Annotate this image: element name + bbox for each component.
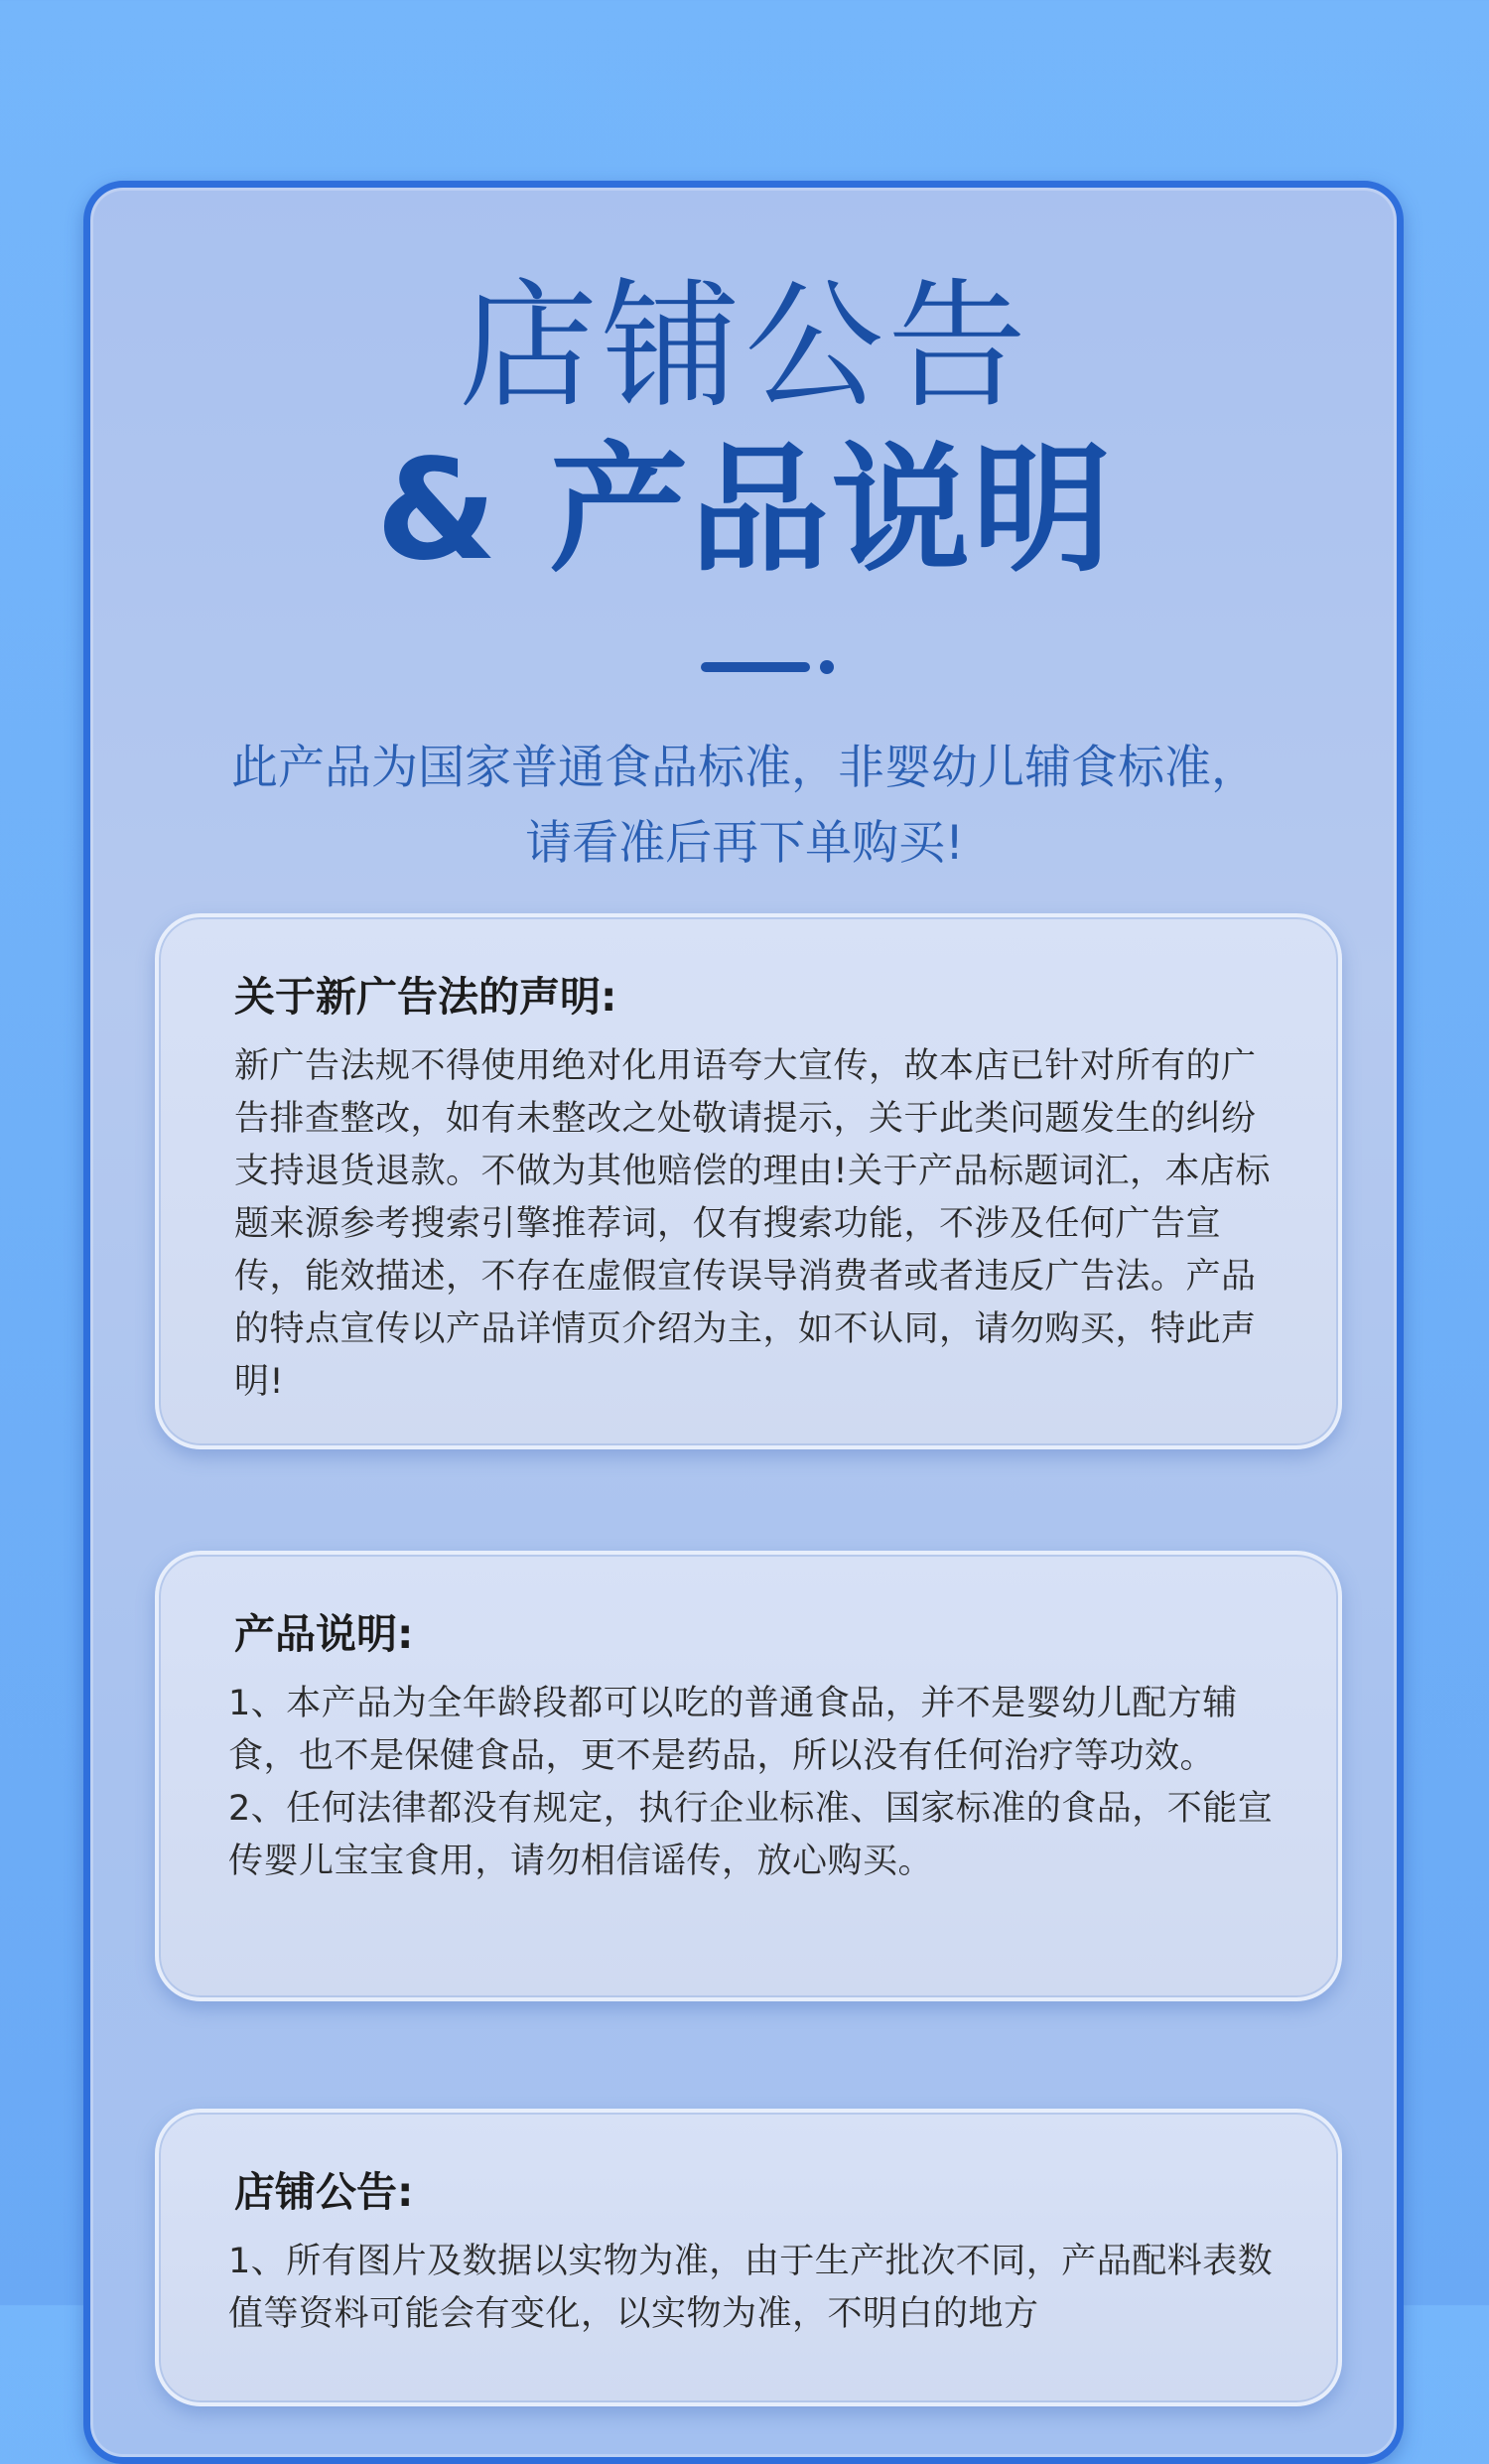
purchase-reminder: 请看准后再下单购买! (525, 816, 964, 871)
product-standard-notice: 此产品为国家普通食品标准，非婴幼儿辅食标准， (231, 741, 1258, 795)
page-title: 店铺公告 (458, 266, 1030, 428)
store-notice-item: 1、所有图片及数据以实物为准，由于生产批次不同，产品配料表数值等资料可能会有变化，以实物为准，不明白的地方 (228, 2242, 1274, 2334)
product-description-item: 2、任何法律都没有规定，执行企业标准、国家标准的食品，不能宣传婴儿宝宝食用，请勿相信谣传，放心购买。 (228, 1789, 1274, 1881)
product-description-item: 1、本产品为全年龄段都可以吃的普通食品，并不是婴幼儿配方辅食，也不是保健食品，更不是药品，所以没有任何治疗等功效。 (228, 1684, 1238, 1776)
title-divider (701, 662, 810, 672)
product-description-title: 产品说明: (234, 1610, 414, 1658)
ad-law-statement-title: 关于新广告法的声明: (234, 973, 617, 1021)
ad-law-statement-text: 新广告法规不得使用绝对化用语夸大宣传，故本店已针对所有的广告排查整改，如有未整改之处敬请提示，关于此类问题发生的纠纷支持退货退款。不做为其他赔偿的理由!关于产品标题词汇，本店标题来源参考搜索引擎推荐词，仅有搜索功能，不涉及任何广告宣传，能效描述，不存在虚假宣传误导消费者或者违反广告法。产品的特点宣传以产品详情页介绍为主，如不认同，请勿购买，特此声明! (234, 1046, 1272, 1402)
store-notice-title: 店铺公告: (234, 2168, 414, 2216)
store-notice-card (155, 2109, 1342, 2406)
product-description-card (155, 1551, 1342, 2001)
title-divider-dot (820, 660, 834, 674)
page-subtitle: & 产品说明 (375, 430, 1114, 592)
ad-law-statement-card (155, 913, 1342, 1449)
